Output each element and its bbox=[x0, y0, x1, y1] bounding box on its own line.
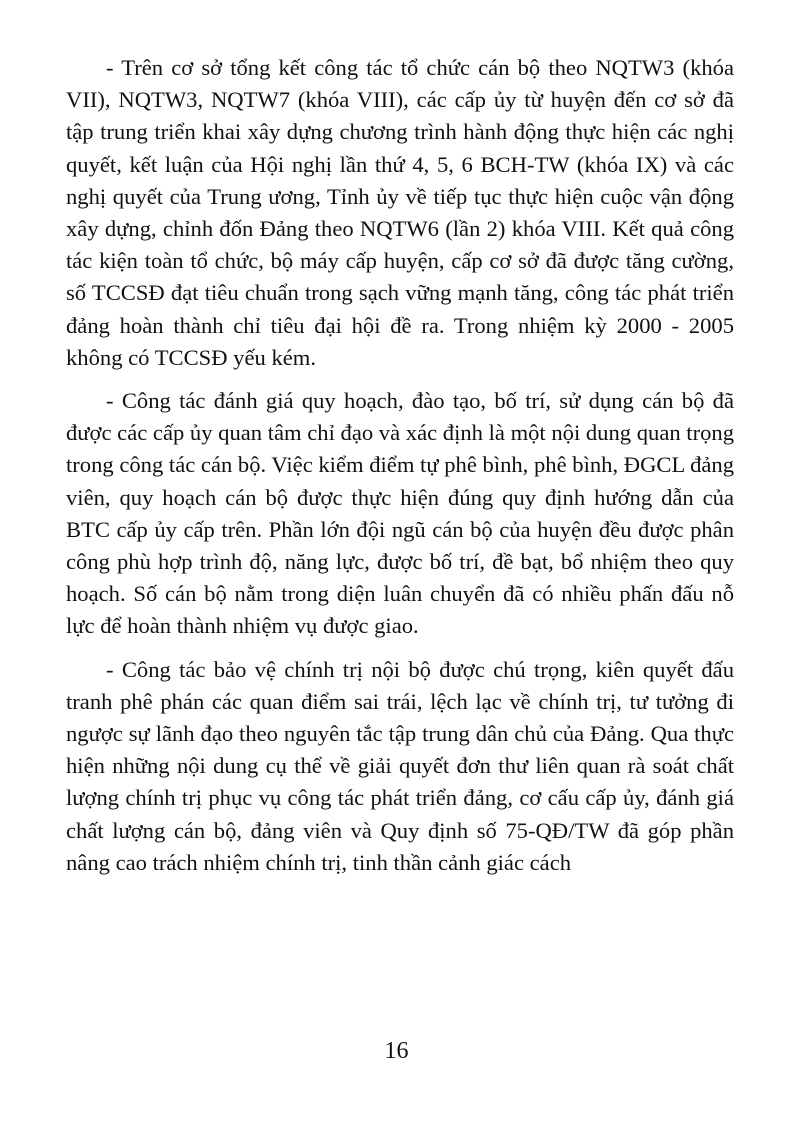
paragraph-cadre-planning: - Công tác đánh giá quy hoạch, đào tạo, bố trí, sử dụng cán bộ đã được các cấp ủy quan tâm chỉ đạo và xác định là một nội dung quan trọng trong công tác cán bộ. Việc kiểm điểm tự phê bình, phê bình, ĐGCL đảng viên, quy hoạch cán bộ được thực hiện đúng quy định hướng dẫn của BTC cấp ủy cấp trên. Phần lớn đội ngũ cán bộ của huyện đều được phân công phù hợp trình độ, năng lực, được bố trí, đề bạt, bổ nhiệm theo quy hoạch. Số cán bộ nằm trong diện luân chuyển đã có nhiều phấn đấu nỗ lực để hoàn thành nhiệm vụ được giao. bbox=[66, 388, 734, 639]
page-body bbox=[66, 52, 734, 890]
page-number: 16 bbox=[384, 1038, 409, 1064]
paragraph-political-protection: - Công tác bảo vệ chính trị nội bộ được chú trọng, kiên quyết đấu tranh phê phán các quan điểm sai trái, lệch lạc về chính trị, tư tưởng đi ngược sự lãnh đạo theo nguyên tắc tập trung dân chủ của Đảng. Qua thực hiện những nội dung cụ thể về giải quyết đơn thư liên quan rà soát chất lượng chính trị phục vụ công tác phát triển đảng, cơ cấu cấp ủy, đánh giá chất lượng cán bộ, đảng viên và Quy định số 75-QĐ/TW đã góp phần nâng cao trách nhiệm chính trị, tinh thần cảnh giác cách bbox=[66, 656, 734, 875]
paragraph-organization-work: - Trên cơ sở tổng kết công tác tổ chức cán bộ theo NQTW3 (khóa VII), NQTW3, NQTW7 (khóa VIII), các cấp ủy từ huyện đến cơ sở đã tập trung triển khai xây dựng chương trình hành động thực hiện các nghị quyết, kết luận của Hội nghị lần thứ 4, 5, 6 BCH-TW (khóa IX) và các nghị quyết của Trung ương, Tỉnh ủy về tiếp tục thực hiện cuộc vận động xây dựng, chỉnh đốn Đảng theo NQTW6 (lần 2) khóa VIII. Kết quả công tác kiện toàn tổ chức, bộ máy cấp huyện, cấp cơ sở đã được tăng cường, số TCCSĐ đạt tiêu chuẩn trong sạch vững mạnh tăng, công tác phát triển đảng hoàn thành chỉ tiêu đại hội đề ra. Trong nhiệm kỳ 2000 - 2005 không có TCCSĐ yếu kém. bbox=[66, 55, 734, 370]
